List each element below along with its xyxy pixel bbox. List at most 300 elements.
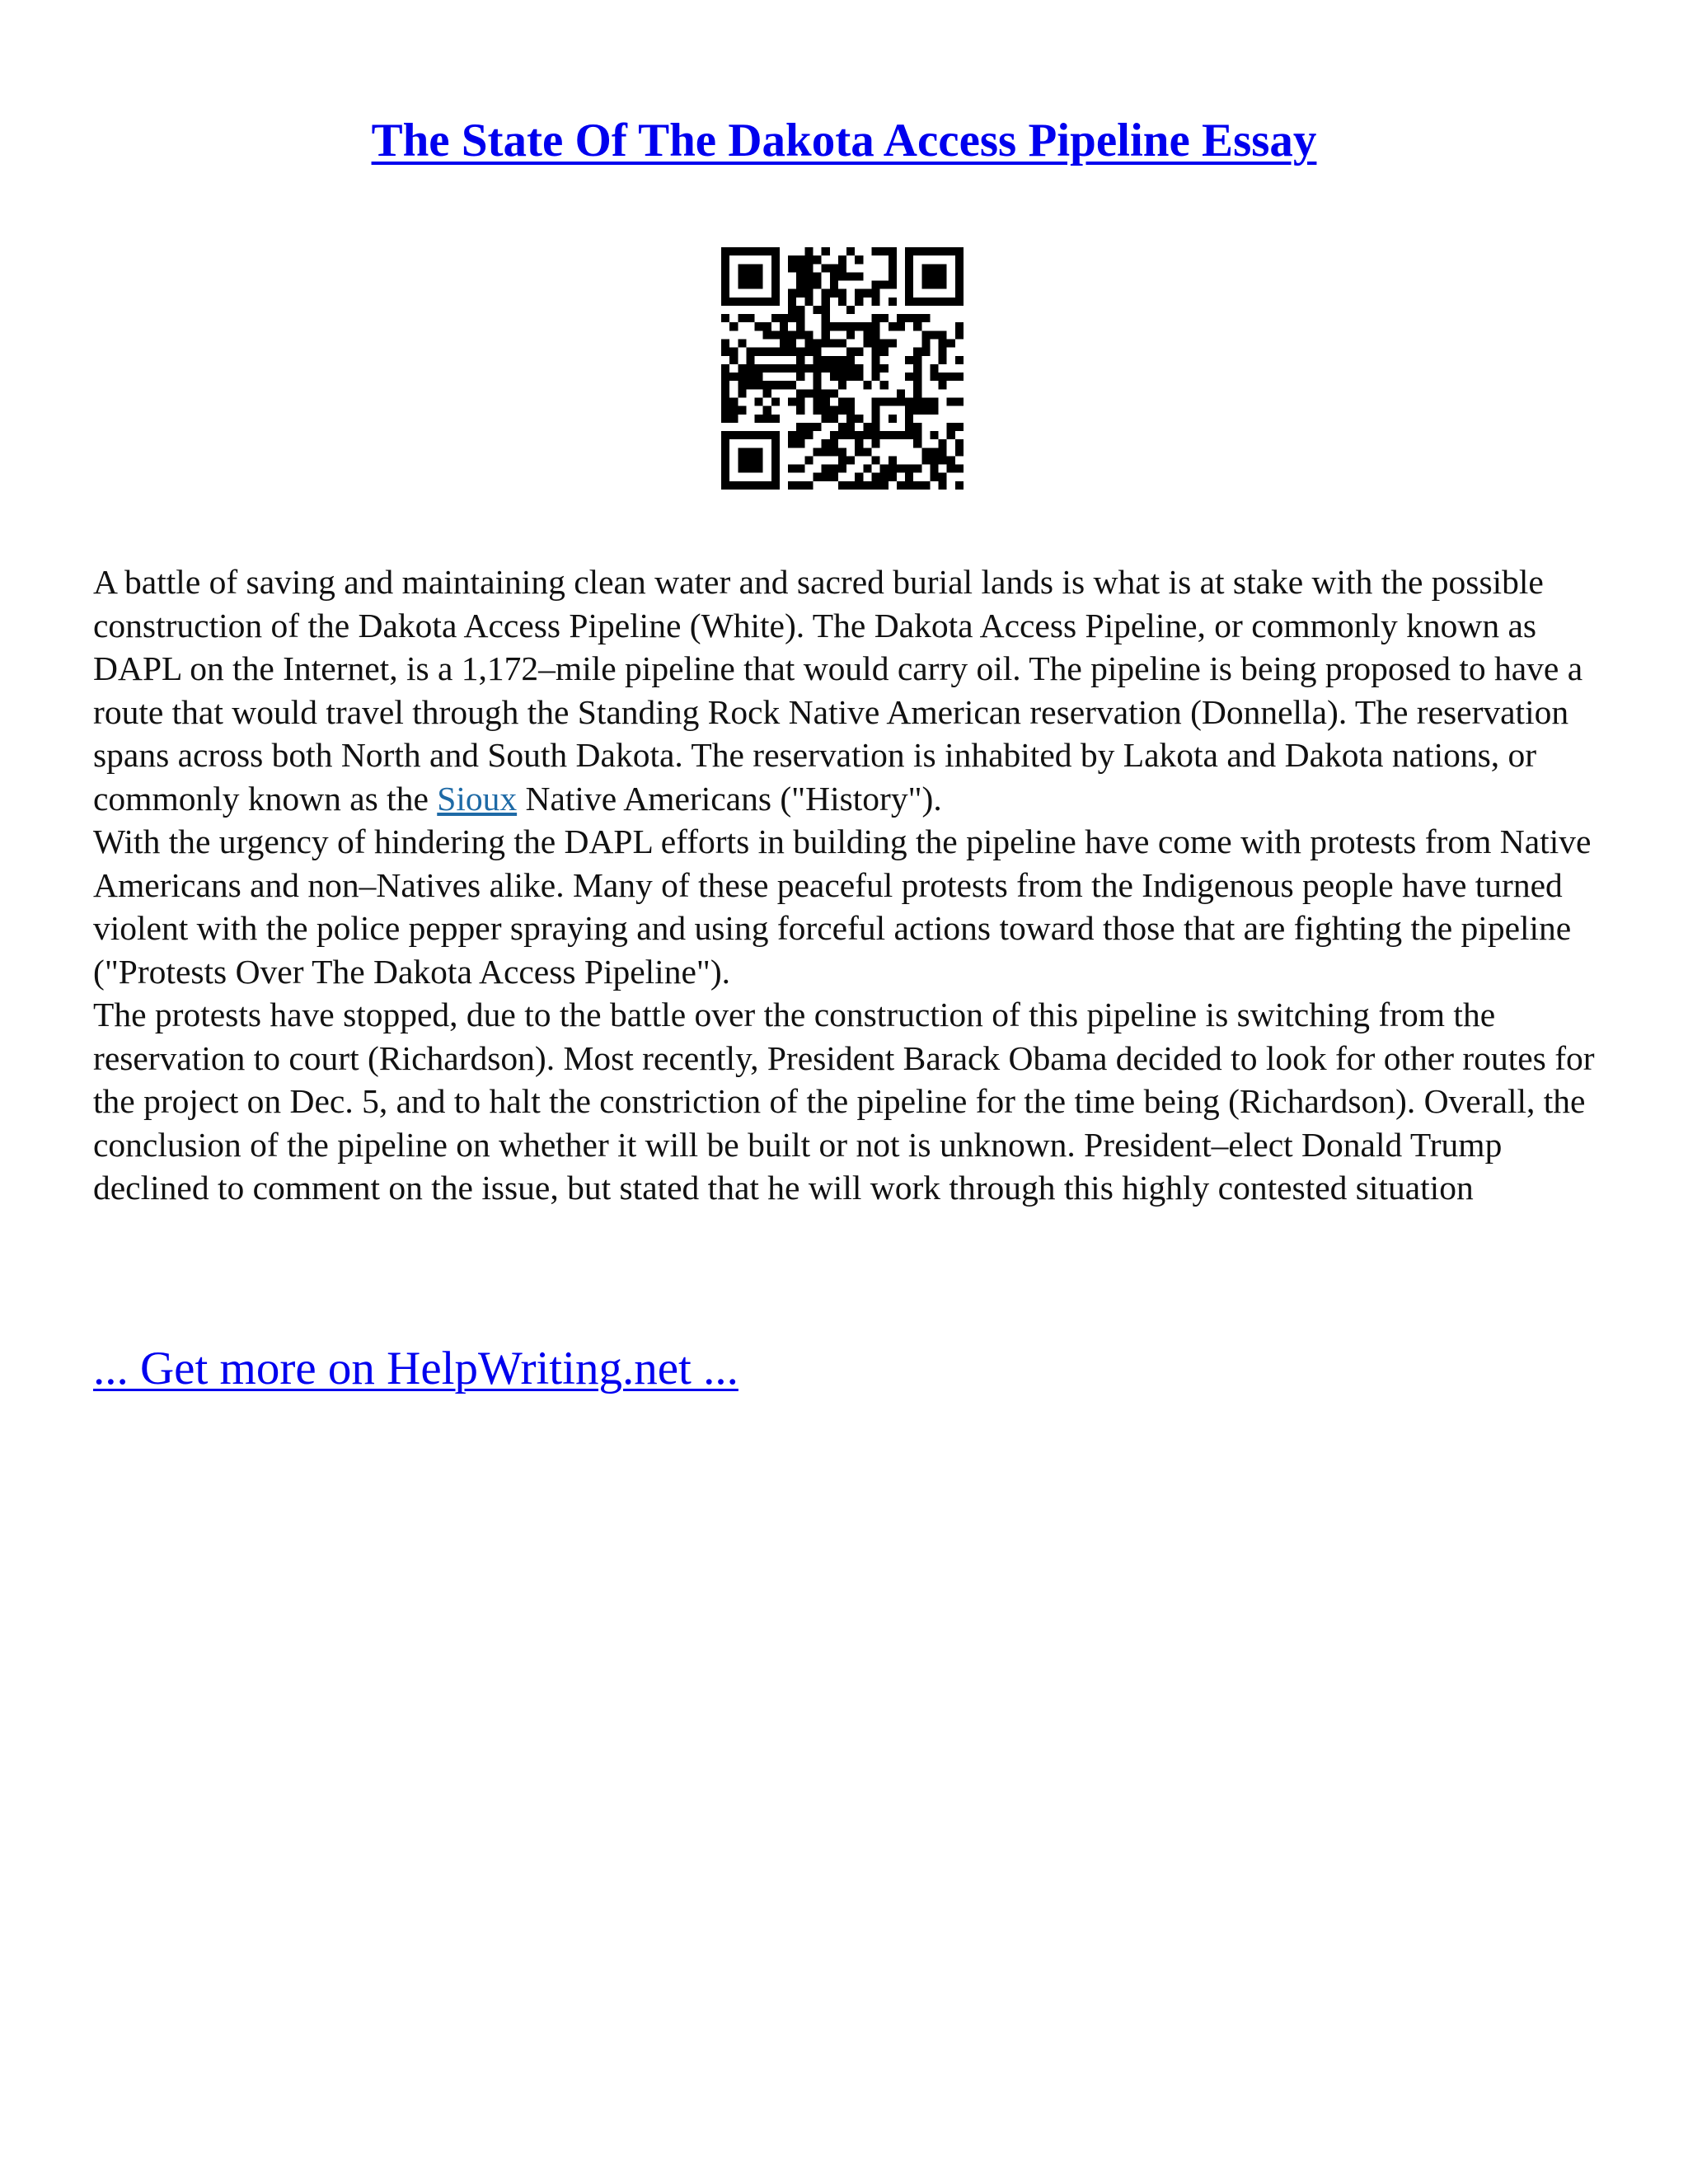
qr-module	[771, 473, 780, 481]
qr-module	[905, 465, 913, 473]
qr-module	[905, 415, 913, 423]
qr-module	[913, 389, 921, 397]
qr-module	[855, 373, 863, 381]
qr-module	[822, 439, 830, 448]
qr-module	[921, 281, 930, 289]
qr-module	[780, 381, 788, 389]
qr-module	[796, 314, 804, 322]
qr-module	[955, 397, 964, 405]
qr-module	[939, 247, 947, 255]
qr-module	[771, 348, 780, 356]
qr-module	[921, 247, 930, 255]
qr-module	[955, 255, 964, 264]
qr-module	[905, 255, 913, 264]
qr-module	[755, 264, 763, 272]
qr-module	[796, 406, 804, 415]
qr-module	[729, 356, 738, 364]
qr-module	[855, 364, 863, 373]
qr-module	[822, 306, 830, 314]
qr-module	[721, 298, 729, 306]
qr-module	[871, 289, 879, 298]
qr-module	[939, 381, 947, 389]
qr-module	[930, 272, 938, 280]
qr-module	[788, 255, 796, 264]
qr-module	[771, 481, 780, 490]
qr-module	[846, 397, 855, 405]
qr-module	[729, 431, 738, 439]
qr-module	[729, 373, 738, 381]
qr-module	[755, 448, 763, 456]
qr-module	[905, 289, 913, 298]
qr-module	[863, 330, 871, 339]
qr-module	[814, 389, 822, 397]
qr-module	[838, 364, 846, 373]
qr-module	[796, 272, 804, 280]
qr-module	[947, 456, 955, 464]
qr-module	[905, 247, 913, 255]
qr-module	[871, 397, 879, 405]
qr-module	[939, 348, 947, 356]
qr-module	[838, 340, 846, 348]
qr-module	[871, 330, 879, 339]
qr-module	[905, 272, 913, 280]
qr-module	[822, 465, 830, 473]
qr-module	[939, 481, 947, 490]
qr-module	[921, 481, 930, 490]
qr-module	[763, 431, 771, 439]
qr-module	[721, 439, 729, 448]
qr-module	[880, 481, 889, 490]
qr-module	[838, 264, 846, 272]
qr-module	[729, 415, 738, 423]
qr-module	[788, 306, 796, 314]
qr-module	[955, 264, 964, 272]
qr-module	[830, 415, 838, 423]
qr-module	[738, 481, 746, 490]
qr-module	[746, 448, 754, 456]
qr-module	[889, 264, 897, 272]
qr-module	[930, 406, 938, 415]
qr-module	[930, 465, 938, 473]
qr-module	[755, 272, 763, 280]
qr-module	[771, 415, 780, 423]
qr-module	[822, 298, 830, 306]
paragraph-1-tail: Native Americans ("History").	[517, 779, 942, 818]
qr-module	[796, 348, 804, 356]
qr-module	[939, 439, 947, 448]
get-more-link[interactable]: ... Get more on HelpWriting.net ...	[93, 1343, 738, 1394]
qr-module	[930, 448, 938, 456]
qr-module	[905, 314, 913, 322]
qr-module	[830, 356, 838, 364]
qr-module	[838, 298, 846, 306]
qr-module	[855, 481, 863, 490]
qr-module	[755, 373, 763, 381]
qr-module	[814, 373, 822, 381]
qr-module	[788, 340, 796, 348]
qr-module	[947, 423, 955, 431]
qr-module	[838, 289, 846, 298]
qr-module	[913, 348, 921, 356]
sioux-link[interactable]: Sioux	[437, 779, 518, 818]
qr-module	[721, 397, 729, 405]
qr-module	[905, 397, 913, 405]
qr-module	[771, 330, 780, 339]
qr-module	[822, 322, 830, 330]
qr-module	[771, 289, 780, 298]
qr-module	[755, 431, 763, 439]
qr-module	[771, 456, 780, 464]
qr-module	[788, 264, 796, 272]
qr-module	[738, 314, 746, 322]
qr-module	[830, 473, 838, 481]
qr-module	[871, 473, 879, 481]
qr-module	[822, 314, 830, 322]
qr-module	[947, 465, 955, 473]
qr-module	[955, 448, 964, 456]
paragraph-2: With the urgency of hindering the DAPL efforts in building the pipeline have come with protests from Native Americans and non–Natives alike. Many of these peaceful protests from the Indigenous people have turned violent with the police pepper spraying and using forceful actions toward those that are fighting the pipeline ("Protests Over The Dakota Access Pipeline").	[93, 823, 1592, 991]
qr-module	[729, 322, 738, 330]
qr-module	[755, 397, 763, 405]
qr-module	[897, 314, 905, 322]
qr-module	[955, 481, 964, 490]
qr-module	[897, 397, 905, 405]
qr-module	[788, 465, 796, 473]
qr-module	[838, 397, 846, 405]
qr-module	[721, 481, 729, 490]
qr-module	[788, 431, 796, 439]
qr-module	[738, 448, 746, 456]
qr-module	[863, 340, 871, 348]
qr-module	[955, 373, 964, 381]
qr-module	[905, 356, 913, 364]
qr-module	[755, 364, 763, 373]
qr-module	[738, 431, 746, 439]
qr-module	[804, 281, 813, 289]
qr-module	[830, 340, 838, 348]
qr-module	[905, 373, 913, 381]
qr-module	[846, 431, 855, 439]
qr-module	[955, 289, 964, 298]
qr-module	[796, 364, 804, 373]
qr-module	[855, 348, 863, 356]
qr-module	[822, 356, 830, 364]
qr-module	[796, 439, 804, 448]
qr-module	[939, 448, 947, 456]
qr-module	[855, 473, 863, 481]
qr-module	[771, 364, 780, 373]
qr-module	[863, 322, 871, 330]
qr-module	[721, 264, 729, 272]
qr-module	[838, 381, 846, 389]
qr-module	[889, 247, 897, 255]
qr-module	[771, 298, 780, 306]
qr-module	[822, 264, 830, 272]
qr-module	[721, 281, 729, 289]
qr-module	[804, 340, 813, 348]
qr-module	[729, 397, 738, 405]
qr-module	[780, 330, 788, 339]
qr-module	[830, 272, 838, 280]
qr-module	[738, 373, 746, 381]
qr-module	[788, 481, 796, 490]
qr-module	[763, 406, 771, 415]
qr-module	[755, 298, 763, 306]
qr-module	[804, 456, 813, 464]
qr-module	[755, 415, 763, 423]
qr-module	[804, 389, 813, 397]
qr-module	[804, 264, 813, 272]
qr-module	[763, 415, 771, 423]
qr-module	[721, 473, 729, 481]
qr-module	[738, 281, 746, 289]
qr-module	[771, 381, 780, 389]
qr-module	[889, 322, 897, 330]
qr-module	[863, 448, 871, 456]
qr-module	[871, 456, 879, 464]
qr-module	[930, 364, 938, 373]
qr-module	[871, 415, 879, 423]
qr-module	[871, 439, 879, 448]
qr-module	[796, 281, 804, 289]
qr-module	[955, 439, 964, 448]
qr-module	[939, 473, 947, 481]
qr-module	[746, 456, 754, 464]
qr-module	[921, 272, 930, 280]
qr-module	[746, 373, 754, 381]
qr-module	[955, 465, 964, 473]
qr-module	[788, 314, 796, 322]
qr-module	[838, 373, 846, 381]
qr-module	[822, 473, 830, 481]
qr-module	[738, 406, 746, 415]
qr-module	[905, 473, 913, 481]
qr-module	[889, 397, 897, 405]
qr-module	[721, 289, 729, 298]
qr-module	[838, 356, 846, 364]
qr-module	[771, 247, 780, 255]
qr-module	[913, 431, 921, 439]
qr-module	[763, 322, 771, 330]
qr-module	[838, 431, 846, 439]
qr-module	[738, 340, 746, 348]
qr-module	[746, 465, 754, 473]
qr-module	[889, 281, 897, 289]
qr-module	[939, 264, 947, 272]
qr-module	[763, 330, 771, 339]
qr-module	[913, 423, 921, 431]
qr-module	[930, 247, 938, 255]
qr-module	[939, 340, 947, 348]
qr-module	[939, 356, 947, 364]
qr-module	[746, 348, 754, 356]
paragraph-3: The protests have stopped, due to the battle over the construction of this pipeline is switching from the reservation to court (Richardson). Most recently, President Barack Obama decided to look for other routes for the project on Dec. 5, and to halt the constriction of the pipeline for the time being (Richardson). Overall, the conclusion of the pipeline on whether it will be built or not is unknown. President–elect Donald Trump declined to comment on the issue, but stated that he will work through this highly contested situation	[93, 996, 1595, 1207]
qr-module	[846, 356, 855, 364]
qr-module	[947, 340, 955, 348]
qr-module	[838, 448, 846, 456]
qr-module	[804, 348, 813, 356]
qr-module	[738, 247, 746, 255]
qr-module	[846, 456, 855, 464]
document-title-link[interactable]: The State Of The Dakota Access Pipeline Essay	[371, 115, 1317, 166]
qr-module	[729, 247, 738, 255]
qr-module	[880, 281, 889, 289]
qr-module	[830, 322, 838, 330]
qr-module	[755, 456, 763, 464]
qr-module	[746, 272, 754, 280]
qr-module	[830, 364, 838, 373]
qr-module	[897, 322, 905, 330]
qr-module	[822, 448, 830, 456]
qr-module	[939, 281, 947, 289]
qr-module	[838, 456, 846, 464]
qr-module	[729, 406, 738, 415]
qr-module	[796, 373, 804, 381]
essay-body	[93, 560, 1601, 1210]
qr-module	[855, 322, 863, 330]
qr-module	[830, 448, 838, 456]
qr-module	[738, 272, 746, 280]
qr-module	[830, 289, 838, 298]
qr-module	[746, 314, 754, 322]
qr-module	[921, 397, 930, 405]
qr-code-icon	[721, 247, 964, 490]
qr-module	[788, 364, 796, 373]
qr-module	[746, 481, 754, 490]
qr-module	[746, 298, 754, 306]
qr-module	[771, 255, 780, 264]
qr-module	[796, 465, 804, 473]
qr-module	[771, 272, 780, 280]
qr-module	[921, 340, 930, 348]
qr-module	[771, 397, 780, 405]
qr-module	[796, 356, 804, 364]
qr-module	[913, 465, 921, 473]
qr-module	[889, 431, 897, 439]
qr-module	[804, 431, 813, 439]
qr-module	[846, 423, 855, 431]
qr-module	[738, 298, 746, 306]
qr-module	[746, 431, 754, 439]
qr-module	[755, 348, 763, 356]
qr-module	[822, 247, 830, 255]
qr-module	[830, 465, 838, 473]
qr-module	[846, 330, 855, 339]
qr-module	[939, 330, 947, 339]
qr-module	[830, 373, 838, 381]
qr-module	[880, 465, 889, 473]
qr-module	[729, 481, 738, 490]
qr-module	[939, 272, 947, 280]
qr-module	[763, 389, 771, 397]
qr-module	[955, 423, 964, 431]
qr-module	[913, 356, 921, 364]
qr-module	[880, 247, 889, 255]
qr-module	[880, 473, 889, 481]
qr-module	[897, 389, 905, 397]
qr-module	[889, 456, 897, 464]
qr-module	[855, 415, 863, 423]
qr-module	[855, 255, 863, 264]
qr-module	[755, 465, 763, 473]
paragraph-1-text: A battle of saving and maintaining clean water and sacred burial lands is what is at stake with the possible construction of the Dakota Access Pipeline (White). The Dakota Access Pipeline, or commonly known as DAPL on the Internet, is a 1,172–mile pipeline that would carry oil. The pipeline is being proposed to have a route that would travel through the Standing Rock Native American reservation (Donnella). The reservation spans across both North and South Dakota. The reservation is inhabited by Lakota and Dakota nations, or commonly known as the	[93, 563, 1583, 818]
qr-module	[871, 364, 879, 373]
qr-module	[780, 348, 788, 356]
qr-module	[838, 481, 846, 490]
qr-module	[871, 247, 879, 255]
qr-module	[955, 272, 964, 280]
qr-module	[804, 330, 813, 339]
qr-module	[913, 481, 921, 490]
qr-module	[913, 439, 921, 448]
qr-module	[830, 264, 838, 272]
qr-module	[755, 481, 763, 490]
qr-module	[921, 448, 930, 456]
qr-module	[921, 298, 930, 306]
qr-module	[921, 330, 930, 339]
qr-module	[889, 465, 897, 473]
qr-module	[930, 456, 938, 464]
qr-module	[905, 481, 913, 490]
qr-module	[804, 272, 813, 280]
qr-module	[780, 364, 788, 373]
qr-module	[721, 465, 729, 473]
qr-module	[947, 431, 955, 439]
qr-module	[855, 289, 863, 298]
qr-module	[889, 415, 897, 423]
qr-module	[788, 348, 796, 356]
qr-module	[780, 322, 788, 330]
qr-module	[822, 330, 830, 339]
qr-module	[955, 247, 964, 255]
qr-module	[889, 298, 897, 306]
qr-module	[930, 281, 938, 289]
qr-module	[838, 406, 846, 415]
qr-module	[814, 281, 822, 289]
qr-module	[921, 406, 930, 415]
qr-module	[930, 397, 938, 405]
qr-module	[746, 381, 754, 389]
qr-module	[889, 473, 897, 481]
qr-module	[721, 314, 729, 322]
qr-module	[771, 281, 780, 289]
qr-module	[880, 431, 889, 439]
qr-module	[814, 340, 822, 348]
qr-module	[871, 423, 879, 431]
qr-module	[897, 465, 905, 473]
qr-module	[788, 289, 796, 298]
qr-module	[746, 247, 754, 255]
qr-module	[721, 381, 729, 389]
qr-module	[796, 397, 804, 405]
qr-module	[939, 298, 947, 306]
qr-module	[846, 364, 855, 373]
qr-module	[814, 448, 822, 456]
qr-module	[846, 481, 855, 490]
qr-module	[771, 448, 780, 456]
qr-module	[930, 431, 938, 439]
qr-module	[763, 348, 771, 356]
qr-module	[771, 465, 780, 473]
qr-module	[780, 340, 788, 348]
qr-module	[863, 431, 871, 439]
qr-module	[955, 322, 964, 330]
qr-module	[921, 456, 930, 464]
qr-module	[788, 397, 796, 405]
qr-module	[796, 330, 804, 339]
qr-module	[721, 340, 729, 348]
qr-module	[947, 247, 955, 255]
